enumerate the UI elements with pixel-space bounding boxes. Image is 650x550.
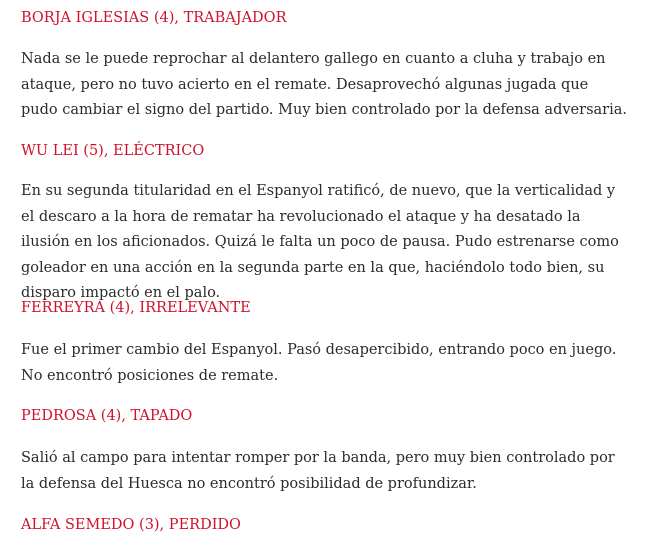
player-heading-wu-lei: WU LEI (5), ELÉCTRICO	[21, 143, 205, 159]
player-heading-ferreyra: FERREYRA (4), IRRELEVANTE	[21, 300, 251, 316]
player-review-borja-iglesias: Nada se le puede reprochar al delantero gallego en cuanto a cluha y trabajo en ataque, pero no tuvo acierto en el remate. Desaprovechó algunas jugada que pudo cambiar el signo del partido. Muy bien controlado por la defensa adversaria.	[21, 51, 627, 118]
player-review-wu-lei: En su segunda titularidad en el Espanyol ratificó, de nuevo, que la verticalidad y el descaro a la hora de rematar ha revolucionado el ataque y ha desatado la ilusión en los aficionados. Quizá le falta un poco de pausa. Pudo estrenarse como goleador en una acción en la segunda parte en la que, haciéndolo todo bien, su disparo impactó en el palo.	[21, 183, 619, 301]
player-heading-pedrosa: PEDROSA (4), TAPADO	[21, 408, 193, 424]
player-review-ferreyra: Fue el primer cambio del Espanyol. Pasó desapercibido, entrando poco en juego. No encontró posiciones de remate.	[21, 342, 617, 384]
player-heading-borja-iglesias: BORJA IGLESIAS (4), TRABAJADOR	[21, 10, 287, 26]
player-review-pedrosa: Salió al campo para intentar romper por la banda, pero muy bien controlado por la defensa del Huesca no encontró posibilidad de profundizar.	[21, 450, 615, 492]
player-heading-alfa-semedo: ALFA SEMEDO (3), PERDIDO	[21, 517, 241, 533]
